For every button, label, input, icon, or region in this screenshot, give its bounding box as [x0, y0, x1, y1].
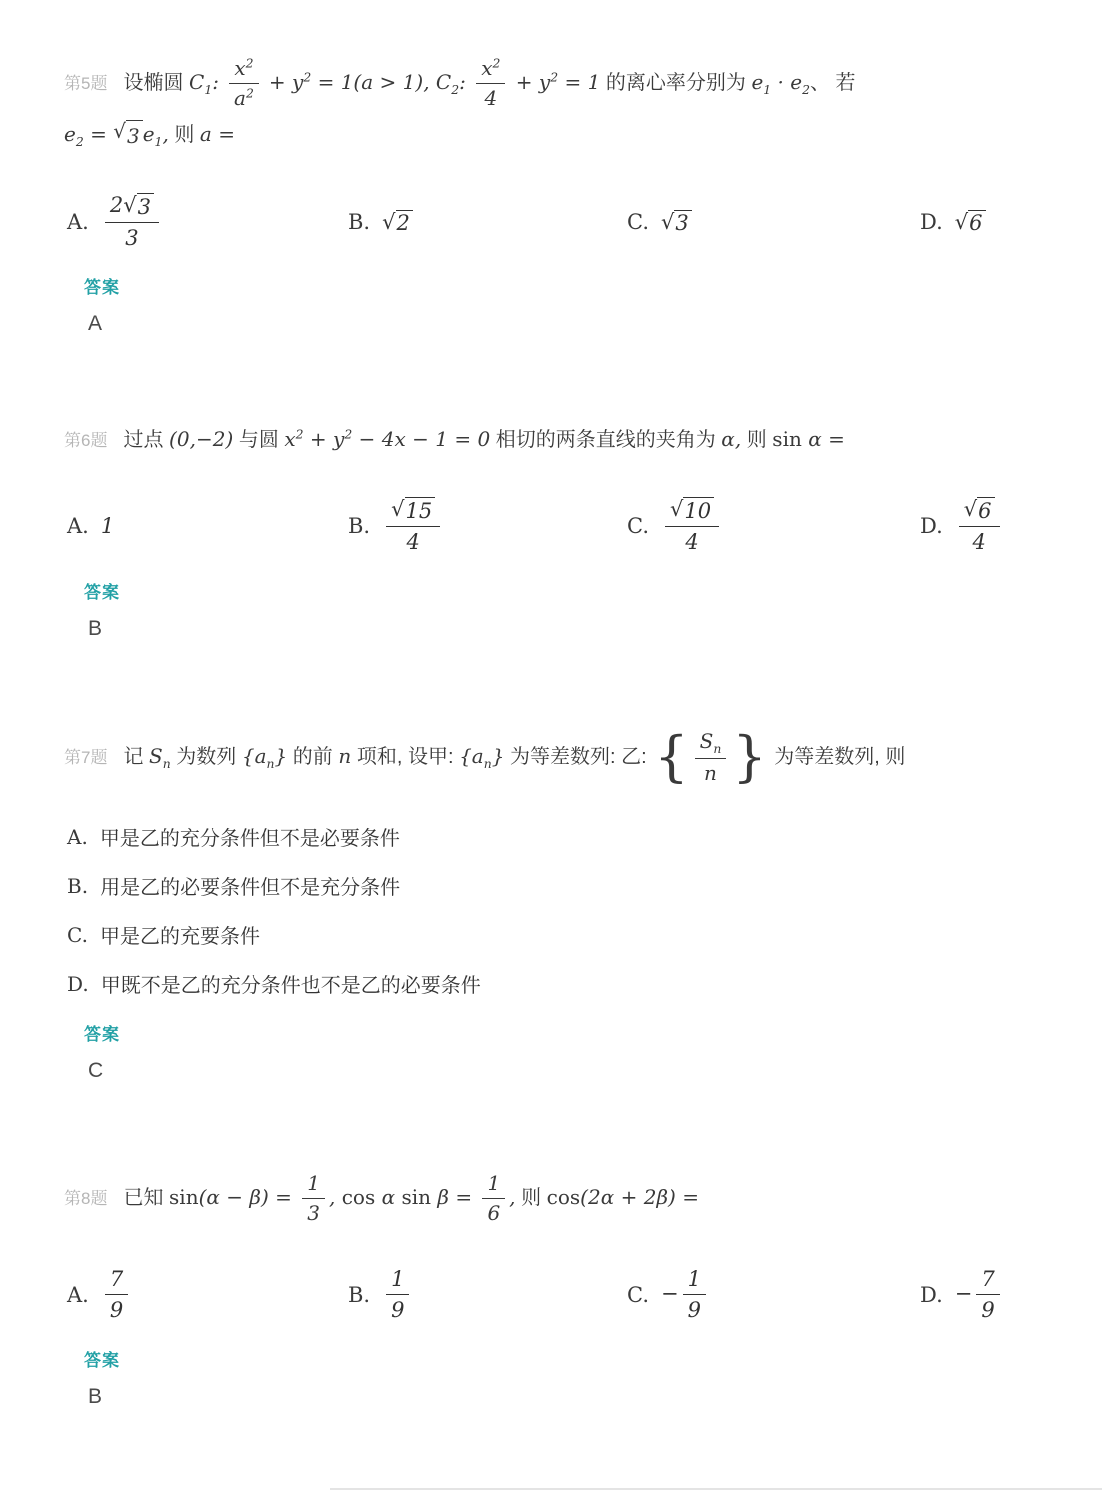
answer-block	[64, 1020, 1062, 1083]
stem-line	[64, 424, 1062, 456]
answer-block	[64, 1346, 1062, 1409]
option-item	[624, 496, 917, 555]
stem-line	[64, 1171, 1062, 1226]
option-item	[917, 496, 1062, 555]
question-block	[64, 424, 1062, 640]
option-letter: A.	[67, 1282, 89, 1307]
question-stem	[64, 55, 1062, 152]
question-number-label: 第8题	[64, 1189, 108, 1209]
answer-label: 答案	[84, 582, 120, 602]
option-value: 用是乙的必要条件但不是充分条件	[100, 877, 401, 900]
option-letter: B.	[67, 873, 89, 898]
question-number-label: 第5题	[64, 73, 108, 93]
option-letter: D.	[67, 971, 89, 996]
option-value: 甲是乙的充要条件	[99, 926, 260, 949]
option-letter: D.	[920, 513, 943, 538]
option-value: √ 10 4	[661, 496, 723, 555]
stem-text: 已知 sin(α − β) = $\frac{1}{3}$ , cos α sin β = $\frac{1}{6}$ , 则 cos(2α + 2β) =	[123, 1171, 699, 1226]
option-letter: A.	[67, 513, 89, 538]
answer-value: B	[88, 616, 103, 640]
question-stem	[64, 725, 1062, 789]
option-value: 甲是乙的充分条件但不是必要条件	[99, 828, 400, 851]
answer-label: 答案	[84, 1350, 120, 1370]
question-block	[64, 55, 1062, 336]
answer-label: 答案	[84, 278, 120, 298]
option-letter: B.	[348, 513, 371, 538]
answer-value: C	[88, 1059, 104, 1083]
options-group	[64, 496, 1062, 555]
option-item	[64, 192, 345, 251]
stem-line	[64, 119, 1062, 152]
option-value: √ 6	[955, 209, 986, 235]
stem-text: $e_2$ = √ 3 $e_1$, 则 a =	[64, 122, 235, 146]
questions-list	[64, 55, 1062, 1409]
option-item	[64, 822, 1062, 851]
stem-line	[64, 725, 1062, 789]
answer-block	[64, 578, 1062, 641]
option-letter: C.	[67, 922, 88, 947]
option-item	[64, 1266, 345, 1324]
option-item	[917, 1266, 1062, 1324]
question-stem	[64, 424, 1062, 456]
option-item	[64, 920, 1062, 949]
option-item	[624, 209, 917, 235]
option-value: 甲既不是乙的充分条件也不是乙的必要条件	[100, 975, 481, 998]
stem-text: 过点 (0,−2) 与圆 $x^2 + y^2 - 4x - 1 = 0$ 相切的两条直线的夹角为 α, 则 sin α =	[123, 426, 845, 452]
answer-label: 答案	[84, 1025, 120, 1045]
answer-value: A	[88, 312, 103, 336]
option-letter: D.	[920, 1282, 943, 1307]
question-block	[64, 1171, 1062, 1409]
option-letter: A.	[67, 824, 88, 849]
option-letter: C.	[627, 209, 649, 234]
option-letter: B.	[348, 209, 371, 234]
question-stem	[64, 1171, 1062, 1226]
option-value: √ 2	[382, 209, 413, 235]
option-letter: C.	[627, 1282, 649, 1307]
option-item	[345, 496, 624, 555]
option-item	[64, 514, 345, 538]
bottom-divider	[330, 1488, 1102, 1490]
answer-block	[64, 273, 1062, 336]
option-item	[345, 209, 624, 235]
option-letter: B.	[348, 1282, 371, 1307]
question-block	[64, 725, 1062, 1084]
option-value: √ 15 4	[382, 496, 444, 555]
answer-value: B	[88, 1384, 103, 1408]
option-item	[624, 1266, 917, 1324]
option-value: √ 3	[661, 209, 692, 235]
option-letter: D.	[920, 209, 943, 234]
question-number-label: 第6题	[64, 431, 108, 451]
option-letter: A.	[67, 209, 89, 234]
option-item	[64, 871, 1062, 900]
option-value: 1	[100, 513, 115, 538]
options-group	[64, 822, 1062, 998]
option-item	[64, 969, 1062, 998]
options-group	[64, 1266, 1062, 1324]
option-value: − $\frac{1}{9}$	[661, 1266, 710, 1324]
stem-text: 记 $S_n$ 为数列 $\{a_n\}$ 的前 n 项和, 设甲: $\{a_n\}$ 为等差数列: 乙: { $\frac{S_n}{n}$ } 为等差数列, 则	[123, 725, 906, 789]
option-letter: C.	[627, 513, 649, 538]
option-value: $\frac{1}{9}$	[382, 1266, 413, 1324]
stem-line	[64, 55, 1062, 111]
option-value: 2 √ 3 3	[101, 192, 163, 251]
stem-text: 设椭圆 $C_1$: $\frac{x^2}{a^2}$ + $y^2 = 1(a > 1)$, $C_2$: $\frac{x^2}{4}$ + $y^2 = 1$ 的离心率分别为 $e_1 \cdot e_2$、 若	[123, 55, 856, 111]
option-item	[917, 209, 1062, 235]
option-value: − $\frac{7}{9}$	[955, 1266, 1004, 1324]
option-item	[345, 1266, 624, 1324]
question-number-label: 第7题	[64, 747, 108, 767]
option-value: $\frac{7}{9}$	[101, 1266, 132, 1324]
option-value: √ 6 4	[955, 496, 1004, 555]
options-group	[64, 192, 1062, 251]
